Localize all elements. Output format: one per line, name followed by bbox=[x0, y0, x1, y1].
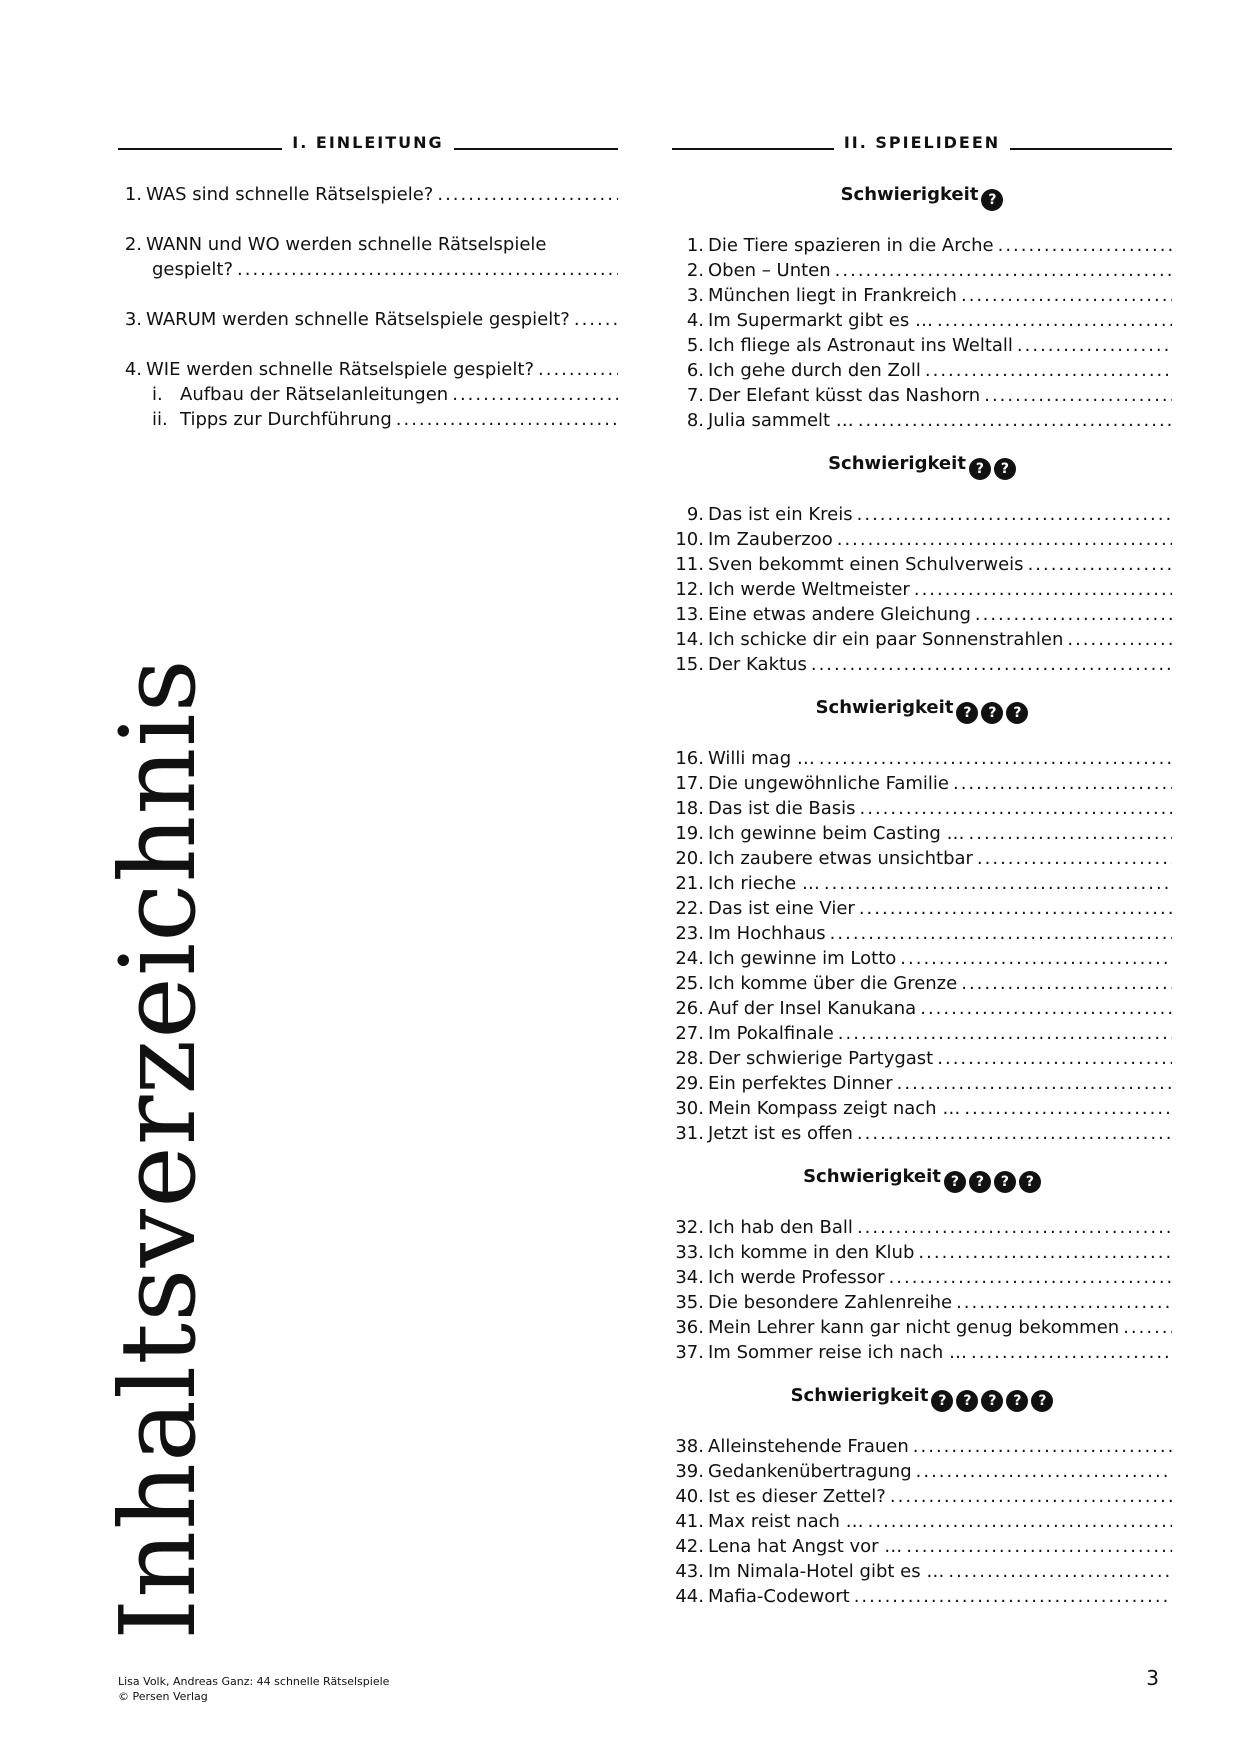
dot-leader bbox=[913, 1434, 1172, 1459]
dot-leader bbox=[837, 527, 1172, 552]
dot-leader bbox=[857, 1215, 1172, 1240]
toc-entry[interactable] bbox=[672, 1459, 1172, 1484]
toc-entry[interactable] bbox=[672, 821, 1172, 846]
toc-subentry[interactable] bbox=[118, 407, 618, 432]
entry-number: 34. bbox=[675, 1267, 704, 1288]
entry-title: Ich hab den Ball bbox=[708, 1217, 853, 1238]
entry-title: WANN und WO werden schnelle Rätselspiele bbox=[146, 234, 547, 255]
footer-credit-line: Lisa Volk, Andreas Ganz: 44 schnelle Rätselspiele bbox=[118, 1675, 390, 1688]
entry-title: Ein perfektes Dinner bbox=[708, 1073, 893, 1094]
entry-number: 41. bbox=[675, 1511, 704, 1532]
dot-leader bbox=[920, 996, 1172, 1021]
entry-number: 22. bbox=[675, 898, 704, 919]
toc-entry[interactable] bbox=[672, 1509, 1172, 1534]
question-mark-icon: ? bbox=[1006, 702, 1028, 724]
toc-entry[interactable] bbox=[672, 1434, 1172, 1459]
entry-number: 21. bbox=[675, 873, 704, 894]
dot-leader bbox=[819, 746, 1172, 771]
entry-number: 13. bbox=[675, 604, 704, 625]
dot-leader bbox=[838, 1021, 1172, 1046]
entry-title: Das ist die Basis bbox=[708, 798, 856, 819]
toc-entry[interactable] bbox=[672, 1021, 1172, 1046]
question-mark-icon: ? bbox=[994, 458, 1016, 480]
entry-title: Im Nimala-Hotel gibt es … bbox=[708, 1561, 945, 1582]
dot-leader bbox=[1017, 333, 1172, 358]
toc-entry[interactable] bbox=[672, 602, 1172, 627]
dot-leader bbox=[937, 1046, 1172, 1071]
difficulty-group bbox=[672, 182, 1172, 433]
dot-leader bbox=[969, 821, 1172, 846]
toc-entry[interactable] bbox=[672, 308, 1172, 333]
entry-number: 25. bbox=[675, 973, 704, 994]
toc-entry[interactable] bbox=[672, 1559, 1172, 1584]
entry-number: 18. bbox=[675, 798, 704, 819]
dot-leader bbox=[830, 921, 1172, 946]
entry-number: 7. bbox=[686, 385, 704, 406]
entry-title: Aufbau der Rätselanleitungen bbox=[180, 384, 449, 405]
toc-entry[interactable] bbox=[672, 1534, 1172, 1559]
question-mark-icon: ? bbox=[956, 702, 978, 724]
difficulty-group bbox=[672, 1383, 1172, 1609]
entry-title: Oben – Unten bbox=[708, 260, 831, 281]
entry-number: 20. bbox=[675, 848, 704, 869]
toc-entry[interactable] bbox=[672, 502, 1172, 527]
dot-leader bbox=[860, 796, 1172, 821]
dot-leader bbox=[948, 1559, 1172, 1584]
entry-title: Ich rieche … bbox=[708, 873, 820, 894]
dot-leader bbox=[953, 771, 1172, 796]
entry-title: Ich fliege als Astronaut ins Weltall bbox=[708, 335, 1013, 356]
entry-title-continued: gespielt? bbox=[152, 259, 233, 280]
entry-number: 4. bbox=[686, 310, 704, 331]
dot-leader bbox=[859, 896, 1172, 921]
dot-leader bbox=[857, 1121, 1172, 1146]
dot-leader bbox=[854, 1584, 1172, 1609]
dot-leader bbox=[396, 407, 618, 432]
entry-title: Ich zaubere etwas unsichtbar bbox=[708, 848, 973, 869]
dot-leader bbox=[437, 182, 618, 207]
dot-leader bbox=[857, 502, 1172, 527]
question-mark-icon: ? bbox=[1006, 1390, 1028, 1412]
dot-leader bbox=[961, 283, 1172, 308]
entry-title: Ich komme in den Klub bbox=[708, 1242, 915, 1263]
entry-number: 2. bbox=[124, 234, 142, 255]
game-list bbox=[672, 1215, 1172, 1365]
game-list bbox=[672, 746, 1172, 1146]
toc-entry[interactable] bbox=[672, 527, 1172, 552]
toc-entry[interactable] bbox=[672, 1215, 1172, 1240]
entry-number: ii. bbox=[152, 409, 168, 430]
dot-leader bbox=[900, 946, 1172, 971]
toc-entry[interactable] bbox=[672, 1340, 1172, 1365]
section-game-ideas bbox=[672, 132, 1172, 1609]
dot-leader bbox=[858, 408, 1172, 433]
dot-leader bbox=[916, 1459, 1172, 1484]
entry-number: 16. bbox=[675, 748, 704, 769]
dot-leader bbox=[237, 257, 618, 282]
toc-entry[interactable] bbox=[672, 846, 1172, 871]
toc-entry[interactable] bbox=[672, 1265, 1172, 1290]
entry-number: 23. bbox=[675, 923, 704, 944]
toc-entry[interactable] bbox=[118, 357, 618, 382]
toc-entry[interactable] bbox=[672, 1584, 1172, 1609]
entry-title: Tipps zur Durchführung bbox=[180, 409, 392, 430]
entry-title: Jetzt ist es offen bbox=[708, 1123, 853, 1144]
dot-leader bbox=[925, 358, 1172, 383]
entry-title: Im Pokalfinale bbox=[708, 1023, 834, 1044]
question-mark-icon: ? bbox=[969, 1171, 991, 1193]
entry-number: 11. bbox=[675, 554, 704, 575]
entry-title: Im Hochhaus bbox=[708, 923, 826, 944]
entry-number: 2. bbox=[686, 260, 704, 281]
difficulty-heading bbox=[672, 695, 1172, 724]
dot-leader bbox=[835, 258, 1172, 283]
question-mark-icon: ? bbox=[1019, 1171, 1041, 1193]
entry-number: 1. bbox=[124, 184, 142, 205]
difficulty-heading bbox=[672, 1383, 1172, 1412]
toc-entry[interactable] bbox=[672, 627, 1172, 652]
entry-title: WIE werden schnelle Rätselspiele gespielt? bbox=[146, 359, 534, 380]
difficulty-label: Schwierigkeit bbox=[815, 697, 954, 718]
dot-leader bbox=[538, 357, 618, 382]
toc-entry[interactable] bbox=[672, 1096, 1172, 1121]
entry-number: 29. bbox=[675, 1073, 704, 1094]
dot-leader bbox=[890, 1484, 1172, 1509]
entry-number: 44. bbox=[675, 1586, 704, 1607]
entry-number: 30. bbox=[675, 1098, 704, 1119]
entry-title: Sven bekommt einen Schulverweis bbox=[708, 554, 1024, 575]
game-list bbox=[672, 1434, 1172, 1609]
toc-subentry[interactable] bbox=[118, 382, 618, 407]
dot-leader bbox=[984, 383, 1172, 408]
entry-title: WARUM werden schnelle Rätselspiele gespielt? bbox=[146, 309, 570, 330]
toc-entry[interactable] bbox=[672, 771, 1172, 796]
dot-leader bbox=[452, 382, 618, 407]
entry-number: 31. bbox=[675, 1123, 704, 1144]
entry-number: 8. bbox=[686, 410, 704, 431]
entry-title: Ich gewinne im Lotto bbox=[708, 948, 897, 969]
toc-entry[interactable] bbox=[672, 552, 1172, 577]
toc-entry[interactable] bbox=[672, 1071, 1172, 1096]
difficulty-group bbox=[672, 451, 1172, 677]
entry-title: Mein Kompass zeigt nach … bbox=[708, 1098, 961, 1119]
entry-number: 3. bbox=[124, 309, 142, 330]
dot-leader bbox=[956, 1290, 1172, 1315]
difficulty-label: Schwierigkeit bbox=[803, 1166, 941, 1187]
entry-number: 28. bbox=[675, 1048, 704, 1069]
toc-entry[interactable] bbox=[672, 333, 1172, 358]
dot-leader bbox=[1067, 627, 1172, 652]
entry-title: München liegt in Frankreich bbox=[708, 285, 957, 306]
difficulty-group bbox=[672, 695, 1172, 1146]
entry-title: Ich komme über die Grenze bbox=[708, 973, 958, 994]
dot-leader bbox=[1028, 552, 1172, 577]
toc-entry[interactable] bbox=[672, 258, 1172, 283]
entry-title: Ich schicke dir ein paar Sonnenstrahlen bbox=[708, 629, 1064, 650]
section-heading bbox=[118, 132, 618, 154]
dot-leader bbox=[824, 871, 1172, 896]
entry-title: Mafia-Codewort bbox=[708, 1586, 850, 1607]
dot-leader bbox=[918, 1240, 1172, 1265]
entry-title: Das ist eine Vier bbox=[708, 898, 855, 919]
toc-entry[interactable] bbox=[672, 946, 1172, 971]
difficulty-label: Schwierigkeit bbox=[828, 453, 966, 474]
dot-leader bbox=[964, 1096, 1172, 1121]
difficulty-group bbox=[672, 1164, 1172, 1365]
entry-number: 15. bbox=[675, 654, 704, 675]
entry-number: 19. bbox=[675, 823, 704, 844]
question-mark-icon: ? bbox=[931, 1390, 953, 1412]
entry-number: 39. bbox=[675, 1461, 704, 1482]
entry-number: 38. bbox=[675, 1436, 704, 1457]
toc-entry[interactable] bbox=[672, 1315, 1172, 1340]
toc-entry[interactable] bbox=[672, 652, 1172, 677]
entry-title: Max reist nach … bbox=[708, 1511, 864, 1532]
difficulty-label: Schwierigkeit bbox=[790, 1385, 929, 1406]
entry-title: Im Sommer reise ich nach … bbox=[708, 1342, 968, 1363]
entry-title: Eine etwas andere Gleichung bbox=[708, 604, 971, 625]
difficulty-heading bbox=[672, 1164, 1172, 1193]
entry-title: Der Kaktus bbox=[708, 654, 807, 675]
toc-entry[interactable] bbox=[118, 232, 618, 257]
question-mark-icon: ? bbox=[1031, 1390, 1053, 1412]
question-mark-icon: ? bbox=[981, 189, 1003, 211]
dot-leader bbox=[961, 971, 1172, 996]
entry-number: 14. bbox=[675, 629, 704, 650]
dot-leader bbox=[1123, 1315, 1172, 1340]
toc-entry-group bbox=[118, 182, 618, 207]
question-mark-icon: ? bbox=[944, 1171, 966, 1193]
dot-leader bbox=[574, 307, 618, 332]
toc-entry[interactable] bbox=[672, 577, 1172, 602]
toc-entry[interactable] bbox=[672, 233, 1172, 258]
entry-number: 9. bbox=[686, 504, 704, 525]
entry-number: 36. bbox=[675, 1317, 704, 1338]
entry-number: 43. bbox=[675, 1561, 704, 1582]
toc-entry[interactable] bbox=[672, 408, 1172, 433]
entry-number: 26. bbox=[675, 998, 704, 1019]
footer-publisher-line: © Persen Verlag bbox=[118, 1690, 208, 1703]
entry-number: 5. bbox=[686, 335, 704, 356]
game-list bbox=[672, 233, 1172, 433]
entry-number: 24. bbox=[675, 948, 704, 969]
toc-entry[interactable] bbox=[118, 307, 618, 332]
toc-entry[interactable] bbox=[672, 871, 1172, 896]
entry-number: 17. bbox=[675, 773, 704, 794]
dot-leader bbox=[914, 577, 1172, 602]
entry-title: Alleinstehende Frauen bbox=[708, 1436, 909, 1457]
toc-entry[interactable] bbox=[672, 896, 1172, 921]
entry-title: Lena hat Angst vor … bbox=[708, 1536, 903, 1557]
entry-title: Ist es dieser Zettel? bbox=[708, 1486, 886, 1507]
entry-number: 10. bbox=[675, 529, 704, 550]
vertical-title: Inhaltsverzeichnis bbox=[97, 658, 219, 1640]
toc-game-ideas bbox=[672, 182, 1172, 1609]
entry-number: 40. bbox=[675, 1486, 704, 1507]
game-list bbox=[672, 502, 1172, 677]
entry-title: Die Tiere spazieren in die Arche bbox=[708, 235, 994, 256]
toc-entry[interactable] bbox=[672, 746, 1172, 771]
entry-title: Gedankenübertragung bbox=[708, 1461, 912, 1482]
dot-leader bbox=[971, 1340, 1172, 1365]
toc-entry[interactable] bbox=[118, 182, 618, 207]
entry-number: 3. bbox=[686, 285, 704, 306]
entry-title: Im Supermarkt gibt es … bbox=[708, 310, 933, 331]
dot-leader bbox=[906, 1534, 1172, 1559]
entry-title: Ich gewinne beim Casting … bbox=[708, 823, 965, 844]
dot-leader bbox=[868, 1509, 1172, 1534]
entry-number: 4. bbox=[124, 359, 142, 380]
entry-number: 32. bbox=[675, 1217, 704, 1238]
toc-entry[interactable] bbox=[672, 1121, 1172, 1146]
dot-leader bbox=[897, 1071, 1172, 1096]
section-heading bbox=[672, 132, 1172, 154]
toc-entry[interactable] bbox=[672, 996, 1172, 1021]
dot-leader bbox=[998, 233, 1172, 258]
entry-number: 12. bbox=[675, 579, 704, 600]
entry-title: Auf der Insel Kanukana bbox=[708, 998, 917, 1019]
entry-title: Ich gehe durch den Zoll bbox=[708, 360, 921, 381]
entry-number: 42. bbox=[675, 1536, 704, 1557]
dot-leader bbox=[811, 652, 1172, 677]
toc-entry[interactable] bbox=[672, 921, 1172, 946]
entry-number: 37. bbox=[675, 1342, 704, 1363]
entry-number: 1. bbox=[686, 235, 704, 256]
entry-title: WAS sind schnelle Rätselspiele? bbox=[146, 184, 434, 205]
question-mark-icon: ? bbox=[981, 1390, 1003, 1412]
entry-title: Ich werde Professor bbox=[708, 1267, 885, 1288]
toc-introduction-list bbox=[118, 182, 618, 432]
entry-title: Der Elefant küsst das Nashorn bbox=[708, 385, 981, 406]
entry-title: Der schwierige Partygast bbox=[708, 1048, 934, 1069]
toc-entry[interactable] bbox=[672, 1290, 1172, 1315]
entry-title: Die ungewöhnliche Familie bbox=[708, 773, 949, 794]
toc-entry[interactable] bbox=[672, 383, 1172, 408]
page-number: 3 bbox=[1146, 1666, 1159, 1690]
toc-entry[interactable] bbox=[672, 971, 1172, 996]
entry-title: Im Zauberzoo bbox=[708, 529, 833, 550]
toc-entry[interactable] bbox=[672, 1484, 1172, 1509]
entry-title: Das ist ein Kreis bbox=[708, 504, 853, 525]
section-introduction bbox=[118, 132, 618, 457]
entry-title: Mein Lehrer kann gar nicht genug bekommen bbox=[708, 1317, 1120, 1338]
entry-number: i. bbox=[152, 384, 163, 405]
toc-entry[interactable] bbox=[672, 358, 1172, 383]
toc-entry-group bbox=[118, 357, 618, 432]
entry-number: 6. bbox=[686, 360, 704, 381]
entry-number: 35. bbox=[675, 1292, 704, 1313]
difficulty-heading bbox=[672, 451, 1172, 480]
entry-title: Die besondere Zahlenreihe bbox=[708, 1292, 953, 1313]
toc-entry-group bbox=[118, 232, 618, 282]
dot-leader bbox=[977, 846, 1172, 871]
question-mark-icon: ? bbox=[994, 1171, 1016, 1193]
entry-title: Willi mag … bbox=[708, 748, 815, 769]
difficulty-heading bbox=[672, 182, 1172, 211]
dot-leader bbox=[975, 602, 1172, 627]
toc-entry[interactable] bbox=[672, 1046, 1172, 1071]
toc-entry-continuation[interactable] bbox=[118, 257, 618, 282]
section-heading-text: I. EINLEITUNG bbox=[282, 133, 453, 152]
footer-credit bbox=[118, 1674, 389, 1704]
entry-title: Julia sammelt … bbox=[708, 410, 854, 431]
question-mark-icon: ? bbox=[969, 458, 991, 480]
entry-number: 33. bbox=[675, 1242, 704, 1263]
question-mark-icon: ? bbox=[956, 1390, 978, 1412]
section-heading-text: II. SPIELIDEEN bbox=[834, 133, 1010, 152]
entry-title: Ich werde Weltmeister bbox=[708, 579, 910, 600]
toc-entry[interactable] bbox=[672, 1240, 1172, 1265]
toc-entry-group bbox=[118, 307, 618, 332]
dot-leader bbox=[889, 1265, 1172, 1290]
difficulty-label: Schwierigkeit bbox=[840, 184, 979, 205]
toc-entry[interactable] bbox=[672, 796, 1172, 821]
toc-entry[interactable] bbox=[672, 283, 1172, 308]
dot-leader bbox=[937, 308, 1172, 333]
question-mark-icon: ? bbox=[981, 702, 1003, 724]
entry-number: 27. bbox=[675, 1023, 704, 1044]
